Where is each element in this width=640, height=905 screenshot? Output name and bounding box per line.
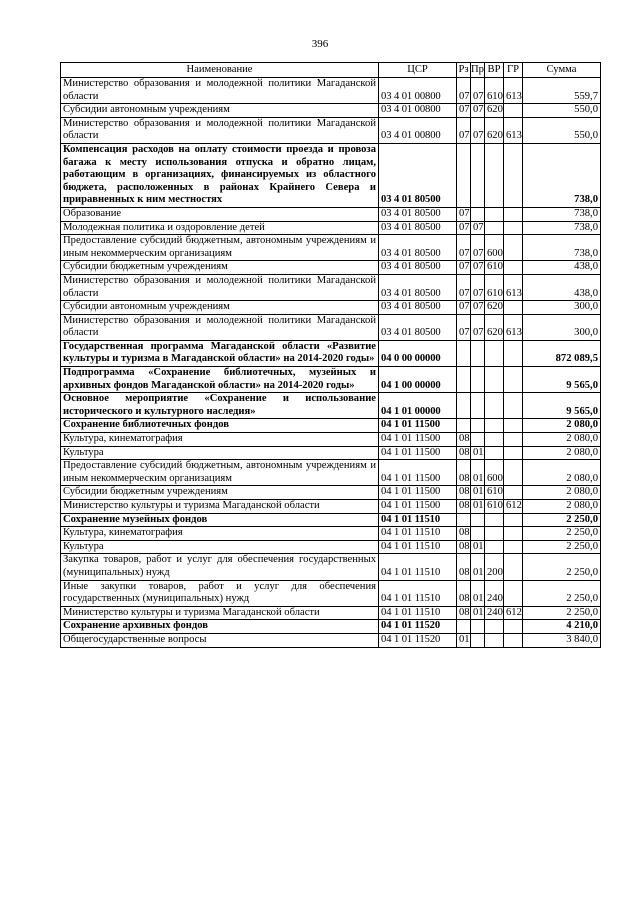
cell-csr: 04 1 01 11500 bbox=[379, 446, 457, 460]
cell-pr: 01 bbox=[471, 446, 485, 460]
cell-pr: 07 bbox=[471, 104, 485, 118]
cell-gr bbox=[504, 446, 523, 460]
cell-gr: 613 bbox=[504, 78, 523, 104]
table-row bbox=[61, 500, 601, 514]
cell-name: Министерство образования и молодежной политики Магаданской области bbox=[61, 78, 379, 104]
cell-csr: 03 4 01 80500 bbox=[379, 221, 457, 235]
cell-rz: 07 bbox=[457, 104, 471, 118]
cell-name: Министерство образования и молодежной политики Магаданской области bbox=[61, 117, 379, 143]
cell-rz: 08 bbox=[457, 460, 471, 486]
cell-vr: 200 bbox=[485, 554, 504, 580]
cell-pr bbox=[471, 620, 485, 634]
cell-name: Молодежная политика и оздоровление детей bbox=[61, 221, 379, 235]
cell-csr: 03 4 01 00800 bbox=[379, 104, 457, 118]
table-row bbox=[61, 606, 601, 620]
cell-rz: 08 bbox=[457, 527, 471, 541]
cell-gr bbox=[504, 554, 523, 580]
cell-csr: 04 1 01 11510 bbox=[379, 540, 457, 554]
cell-sum: 4 210,0 bbox=[523, 620, 601, 634]
cell-sum: 2 080,0 bbox=[523, 419, 601, 433]
cell-vr bbox=[485, 143, 504, 207]
table-row bbox=[61, 580, 601, 606]
cell-sum: 438,0 bbox=[523, 261, 601, 275]
cell-rz: 08 bbox=[457, 554, 471, 580]
cell-name: Культура, кинематография bbox=[61, 433, 379, 447]
cell-sum: 738,0 bbox=[523, 207, 601, 221]
table-row bbox=[61, 460, 601, 486]
cell-name: Сохранение архивных фондов bbox=[61, 620, 379, 634]
cell-gr bbox=[504, 513, 523, 527]
cell-name: Сохранение музейных фондов bbox=[61, 513, 379, 527]
cell-name: Культура bbox=[61, 446, 379, 460]
page-number: 396 bbox=[311, 38, 329, 50]
cell-csr: 04 1 01 00000 bbox=[379, 393, 457, 419]
cell-csr: 04 1 01 11520 bbox=[379, 620, 457, 634]
table-row bbox=[61, 78, 601, 104]
cell-sum: 738,0 bbox=[523, 143, 601, 207]
cell-csr: 03 4 01 80500 bbox=[379, 274, 457, 300]
cell-gr bbox=[504, 104, 523, 118]
cell-vr bbox=[485, 221, 504, 235]
table-row bbox=[61, 513, 601, 527]
table-row bbox=[61, 554, 601, 580]
cell-gr bbox=[504, 143, 523, 207]
cell-csr: 04 1 01 11500 bbox=[379, 500, 457, 514]
cell-name: Министерство образования и молодежной политики Магаданской области bbox=[61, 314, 379, 340]
cell-sum: 300,0 bbox=[523, 314, 601, 340]
cell-vr bbox=[485, 527, 504, 541]
cell-rz: 07 bbox=[457, 235, 471, 261]
cell-vr: 600 bbox=[485, 235, 504, 261]
cell-vr: 240 bbox=[485, 580, 504, 606]
cell-rz bbox=[457, 419, 471, 433]
cell-pr: 07 bbox=[471, 221, 485, 235]
table-row bbox=[61, 419, 601, 433]
cell-name: Министерство культуры и туризма Магаданской области bbox=[61, 500, 379, 514]
cell-sum: 2 250,0 bbox=[523, 513, 601, 527]
cell-pr: 07 bbox=[471, 235, 485, 261]
cell-csr: 04 1 01 11510 bbox=[379, 580, 457, 606]
cell-vr bbox=[485, 446, 504, 460]
cell-rz: 08 bbox=[457, 580, 471, 606]
cell-csr: 04 1 01 11510 bbox=[379, 554, 457, 580]
cell-rz: 08 bbox=[457, 446, 471, 460]
table-row bbox=[61, 301, 601, 315]
cell-name: Компенсация расходов на оплату стоимости проезда и провоза багажа к месту использования отпуска и обратно лицам, работающим в организациях, финансируемых из областного бюджета, расположенных в районах Крайнего Севера и приравненных к ним местностях bbox=[61, 143, 379, 207]
table-row bbox=[61, 143, 601, 207]
header-vr: ВР bbox=[485, 63, 504, 78]
cell-sum: 9 565,0 bbox=[523, 367, 601, 393]
cell-sum: 550,0 bbox=[523, 104, 601, 118]
cell-rz: 08 bbox=[457, 486, 471, 500]
cell-gr bbox=[504, 367, 523, 393]
cell-gr bbox=[504, 235, 523, 261]
cell-name: Министерство образования и молодежной политики Магаданской области bbox=[61, 274, 379, 300]
cell-vr bbox=[485, 419, 504, 433]
budget-table bbox=[60, 62, 601, 648]
cell-sum: 2 080,0 bbox=[523, 446, 601, 460]
cell-gr: 612 bbox=[504, 500, 523, 514]
cell-name: Основное мероприятие «Сохранение и использование исторического и культурного наследия» bbox=[61, 393, 379, 419]
cell-sum: 2 080,0 bbox=[523, 500, 601, 514]
table-row bbox=[61, 340, 601, 366]
table-header-row bbox=[61, 63, 601, 78]
table-row bbox=[61, 433, 601, 447]
cell-vr: 620 bbox=[485, 104, 504, 118]
cell-csr: 04 1 01 11510 bbox=[379, 606, 457, 620]
cell-rz: 07 bbox=[457, 301, 471, 315]
table-row bbox=[61, 235, 601, 261]
cell-name: Культура, кинематография bbox=[61, 527, 379, 541]
cell-rz bbox=[457, 367, 471, 393]
cell-gr bbox=[504, 221, 523, 235]
cell-vr: 610 bbox=[485, 486, 504, 500]
cell-sum: 550,0 bbox=[523, 117, 601, 143]
cell-csr: 03 4 01 00800 bbox=[379, 78, 457, 104]
cell-pr: 07 bbox=[471, 274, 485, 300]
cell-vr bbox=[485, 433, 504, 447]
cell-rz: 07 bbox=[457, 78, 471, 104]
cell-vr bbox=[485, 620, 504, 634]
cell-gr: 613 bbox=[504, 117, 523, 143]
cell-rz: 07 bbox=[457, 207, 471, 221]
cell-sum: 872 089,5 bbox=[523, 340, 601, 366]
cell-gr bbox=[504, 433, 523, 447]
table-row bbox=[61, 104, 601, 118]
cell-pr: 07 bbox=[471, 301, 485, 315]
cell-vr: 600 bbox=[485, 460, 504, 486]
cell-vr bbox=[485, 367, 504, 393]
cell-rz: 08 bbox=[457, 500, 471, 514]
cell-gr: 613 bbox=[504, 274, 523, 300]
cell-sum: 2 250,0 bbox=[523, 554, 601, 580]
cell-sum: 2 250,0 bbox=[523, 527, 601, 541]
cell-pr bbox=[471, 393, 485, 419]
cell-csr: 03 4 01 80500 bbox=[379, 207, 457, 221]
cell-csr: 03 4 01 80500 bbox=[379, 235, 457, 261]
cell-name: Иные закупки товаров, работ и услуг для обеспечения государственных (муниципальных) нужд bbox=[61, 580, 379, 606]
cell-vr: 610 bbox=[485, 500, 504, 514]
header-pr: Пр bbox=[471, 63, 485, 78]
cell-name: Подпрограмма «Сохранение библиотечных, музейных и архивных фондов Магаданской области» на 2014-2020 годы» bbox=[61, 367, 379, 393]
cell-name: Общегосударственные вопросы bbox=[61, 633, 379, 647]
cell-name: Культура bbox=[61, 540, 379, 554]
cell-vr bbox=[485, 340, 504, 366]
cell-pr: 01 bbox=[471, 486, 485, 500]
cell-csr: 04 1 01 11510 bbox=[379, 513, 457, 527]
cell-sum: 2 080,0 bbox=[523, 433, 601, 447]
cell-csr: 03 4 01 80500 bbox=[379, 314, 457, 340]
table-row bbox=[61, 633, 601, 647]
cell-csr: 03 4 01 80500 bbox=[379, 261, 457, 275]
cell-gr bbox=[504, 633, 523, 647]
cell-sum: 300,0 bbox=[523, 301, 601, 315]
cell-csr: 04 1 01 11500 bbox=[379, 433, 457, 447]
cell-name: Субсидии автономным учреждениям bbox=[61, 104, 379, 118]
cell-gr: 612 bbox=[504, 606, 523, 620]
cell-sum: 2 250,0 bbox=[523, 540, 601, 554]
cell-vr: 240 bbox=[485, 606, 504, 620]
cell-sum: 9 565,0 bbox=[523, 393, 601, 419]
cell-vr bbox=[485, 393, 504, 419]
cell-pr bbox=[471, 433, 485, 447]
cell-vr: 610 bbox=[485, 78, 504, 104]
cell-pr: 01 bbox=[471, 554, 485, 580]
cell-sum: 2 080,0 bbox=[523, 460, 601, 486]
table-row bbox=[61, 221, 601, 235]
cell-rz: 08 bbox=[457, 433, 471, 447]
cell-pr: 07 bbox=[471, 117, 485, 143]
table-body bbox=[61, 78, 601, 648]
table-row bbox=[61, 486, 601, 500]
cell-name: Субсидии бюджетным учреждениям bbox=[61, 486, 379, 500]
cell-name: Сохранение библиотечных фондов bbox=[61, 419, 379, 433]
cell-pr: 01 bbox=[471, 500, 485, 514]
cell-rz: 07 bbox=[457, 261, 471, 275]
cell-vr bbox=[485, 633, 504, 647]
cell-rz bbox=[457, 393, 471, 419]
cell-gr bbox=[504, 460, 523, 486]
cell-csr: 04 1 01 11500 bbox=[379, 419, 457, 433]
cell-gr bbox=[504, 393, 523, 419]
cell-name: Предоставление субсидий бюджетным, автономным учреждениям и иным некоммерческим организациям bbox=[61, 235, 379, 261]
cell-name: Субсидии автономным учреждениям bbox=[61, 301, 379, 315]
cell-vr: 620 bbox=[485, 314, 504, 340]
cell-vr: 620 bbox=[485, 117, 504, 143]
cell-pr: 01 bbox=[471, 580, 485, 606]
cell-name: Предоставление субсидий бюджетным, автономным учреждениям и иным некоммерческим организациям bbox=[61, 460, 379, 486]
cell-rz: 07 bbox=[457, 314, 471, 340]
cell-csr: 03 4 01 00800 bbox=[379, 117, 457, 143]
cell-pr bbox=[471, 633, 485, 647]
cell-sum: 438,0 bbox=[523, 274, 601, 300]
header-gr: ГР bbox=[504, 63, 523, 78]
cell-rz bbox=[457, 340, 471, 366]
cell-vr bbox=[485, 540, 504, 554]
table-row bbox=[61, 620, 601, 634]
cell-pr: 01 bbox=[471, 540, 485, 554]
cell-pr: 01 bbox=[471, 460, 485, 486]
table-row bbox=[61, 540, 601, 554]
cell-vr: 610 bbox=[485, 274, 504, 300]
cell-name: Образование bbox=[61, 207, 379, 221]
cell-pr bbox=[471, 513, 485, 527]
cell-vr bbox=[485, 513, 504, 527]
cell-sum: 738,0 bbox=[523, 235, 601, 261]
cell-vr: 610 bbox=[485, 261, 504, 275]
cell-pr bbox=[471, 340, 485, 366]
cell-csr: 03 4 01 80500 bbox=[379, 143, 457, 207]
cell-sum: 738,0 bbox=[523, 221, 601, 235]
cell-csr: 04 1 01 11510 bbox=[379, 527, 457, 541]
table-row bbox=[61, 274, 601, 300]
cell-pr bbox=[471, 527, 485, 541]
cell-csr: 04 1 01 11500 bbox=[379, 486, 457, 500]
cell-vr: 620 bbox=[485, 301, 504, 315]
cell-gr bbox=[504, 486, 523, 500]
cell-pr: 07 bbox=[471, 78, 485, 104]
cell-gr bbox=[504, 301, 523, 315]
cell-csr: 04 1 01 11520 bbox=[379, 633, 457, 647]
table-row bbox=[61, 367, 601, 393]
cell-pr bbox=[471, 367, 485, 393]
cell-rz: 08 bbox=[457, 606, 471, 620]
cell-vr bbox=[485, 207, 504, 221]
cell-rz: 07 bbox=[457, 274, 471, 300]
header-csr: ЦСР bbox=[379, 63, 457, 78]
cell-rz: 01 bbox=[457, 633, 471, 647]
cell-rz bbox=[457, 513, 471, 527]
cell-sum: 559,7 bbox=[523, 78, 601, 104]
cell-sum: 3 840,0 bbox=[523, 633, 601, 647]
cell-sum: 2 250,0 bbox=[523, 606, 601, 620]
cell-name: Государственная программа Магаданской области «Развитие культуры и туризма в Магаданской области» на 2014-2020 годы» bbox=[61, 340, 379, 366]
cell-name: Министерство культуры и туризма Магаданской области bbox=[61, 606, 379, 620]
table-row bbox=[61, 207, 601, 221]
cell-sum: 2 250,0 bbox=[523, 580, 601, 606]
cell-rz: 08 bbox=[457, 540, 471, 554]
table-row bbox=[61, 527, 601, 541]
cell-pr: 07 bbox=[471, 314, 485, 340]
cell-pr bbox=[471, 143, 485, 207]
cell-csr: 04 1 01 11500 bbox=[379, 460, 457, 486]
table-row bbox=[61, 261, 601, 275]
cell-csr: 04 1 00 00000 bbox=[379, 367, 457, 393]
cell-rz: 07 bbox=[457, 117, 471, 143]
table-row bbox=[61, 393, 601, 419]
cell-csr: 03 4 01 80500 bbox=[379, 301, 457, 315]
cell-csr: 04 0 00 00000 bbox=[379, 340, 457, 366]
cell-gr bbox=[504, 527, 523, 541]
table-row bbox=[61, 314, 601, 340]
cell-gr bbox=[504, 540, 523, 554]
cell-pr: 01 bbox=[471, 606, 485, 620]
cell-gr: 613 bbox=[504, 314, 523, 340]
cell-pr bbox=[471, 419, 485, 433]
cell-pr: 07 bbox=[471, 261, 485, 275]
cell-sum: 2 080,0 bbox=[523, 486, 601, 500]
header-rz: Рз bbox=[457, 63, 471, 78]
cell-name: Субсидии бюджетным учреждениям bbox=[61, 261, 379, 275]
header-name: Наименование bbox=[61, 63, 379, 78]
cell-pr bbox=[471, 207, 485, 221]
table-row bbox=[61, 117, 601, 143]
cell-rz bbox=[457, 620, 471, 634]
cell-gr bbox=[504, 207, 523, 221]
cell-gr bbox=[504, 419, 523, 433]
table-row bbox=[61, 446, 601, 460]
cell-gr bbox=[504, 261, 523, 275]
cell-rz bbox=[457, 143, 471, 207]
cell-gr bbox=[504, 580, 523, 606]
header-sum: Сумма bbox=[523, 63, 601, 78]
cell-name: Закупка товаров, работ и услуг для обеспечения государственных (муниципальных) нужд bbox=[61, 554, 379, 580]
cell-gr bbox=[504, 620, 523, 634]
cell-rz: 07 bbox=[457, 221, 471, 235]
cell-gr bbox=[504, 340, 523, 366]
